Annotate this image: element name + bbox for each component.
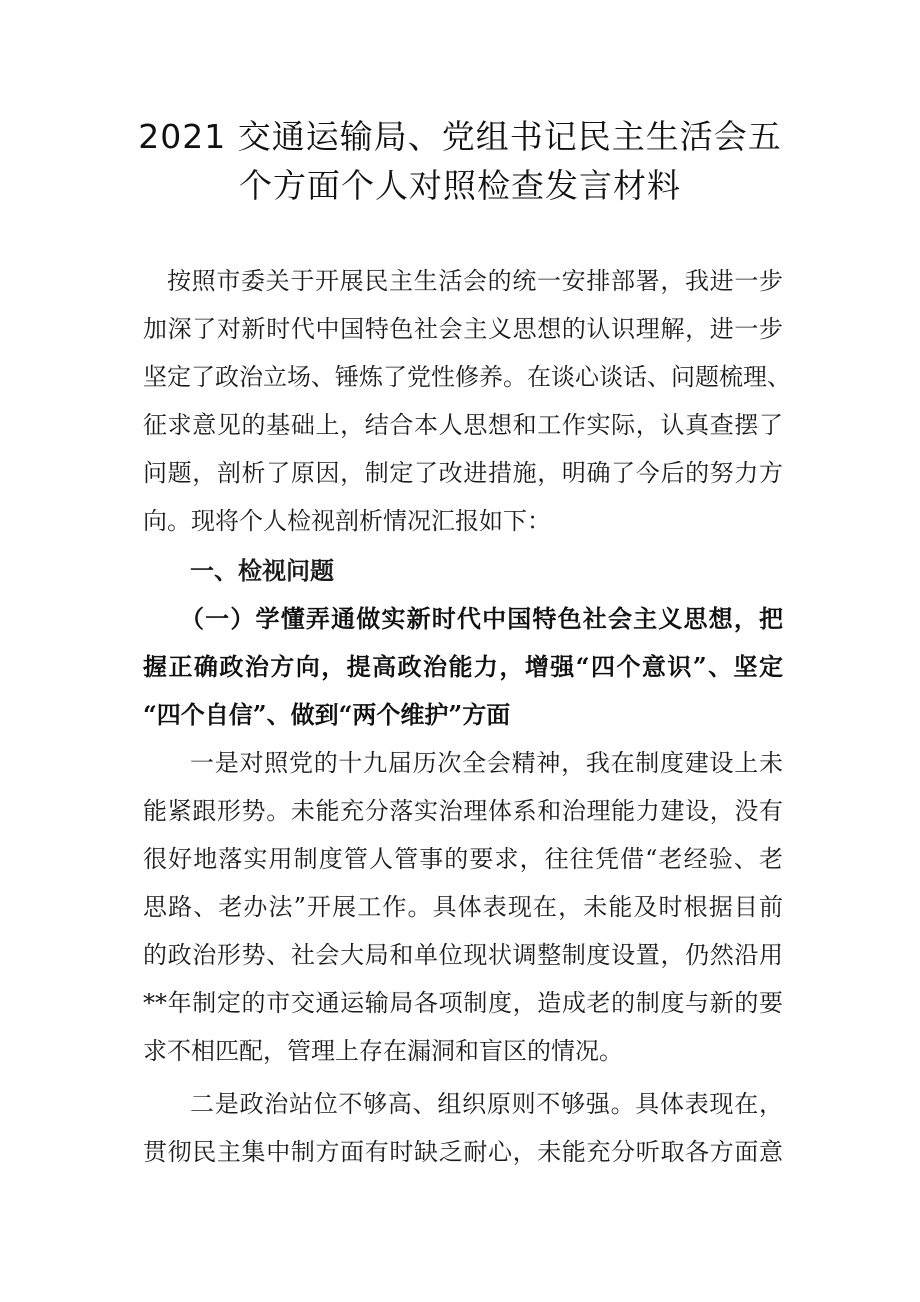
body-paragraph-line: 求不相匹配，管理上存在漏洞和盲区的情况。 (143, 1037, 623, 1065)
subsection-heading-line: 握正确政治方向，提高政治能力，增强“四个意识”、坚定 (143, 652, 783, 681)
intro-paragraph-line: 征求意见的基础上，结合本人思想和工作实际，认真查摆了 (143, 411, 783, 439)
body-paragraph-line: **年制定的市交通运输局各项制度，造成老的制度与新的要 (143, 989, 783, 1017)
document-title-line-2: 个方面个人对照检查发言材料 (239, 166, 681, 205)
intro-paragraph-line: 按照市委关于开展民主生活会的统一安排部署，我进一步 (167, 267, 783, 295)
body-paragraph-line: 能紧跟形势。未能充分落实治理体系和治理能力建设，没有 (143, 797, 783, 825)
intro-paragraph-line: 问题，剖析了原因，制定了改进措施，明确了今后的努力方 (143, 459, 783, 487)
body-paragraph-line: 贯彻民主集中制方面有时缺乏耐心，未能充分听取各方面意 (143, 1138, 783, 1166)
document-title-line-1: 2021 交通运输局、党组书记民主生活会五 (138, 117, 782, 156)
subsection-heading-line: “四个自信”、做到“两个维护”方面 (143, 700, 511, 729)
subsection-heading-line: （一）学懂弄通做实新时代中国特色社会主义思想，把 (180, 604, 783, 633)
intro-paragraph-line: 向。现将个人检视剖析情况汇报如下： (143, 507, 551, 535)
intro-paragraph-line: 加深了对新时代中国特色社会主义思想的认识理解，进一步 (143, 315, 783, 343)
body-paragraph-line: 思路、老办法”开展工作。具体表现在，未能及时根据目前 (143, 893, 783, 921)
body-paragraph-line: 一是对照党的十九届历次全会精神，我在制度建设上未 (190, 749, 783, 777)
section-heading: 一、检视问题 (190, 557, 334, 585)
body-paragraph-line: 的政治形势、社会大局和单位现状调整制度设置，仍然沿用 (143, 941, 783, 969)
intro-paragraph-line: 坚定了政治立场、锤炼了党性修养。在谈心谈话、问题梳理、 (143, 363, 791, 391)
body-paragraph-line: 二是政治站位不够高、组织原则不够强。具体表现在， (190, 1090, 783, 1118)
body-paragraph-line: 很好地落实用制度管人管事的要求，往往凭借“老经验、老 (143, 845, 783, 873)
